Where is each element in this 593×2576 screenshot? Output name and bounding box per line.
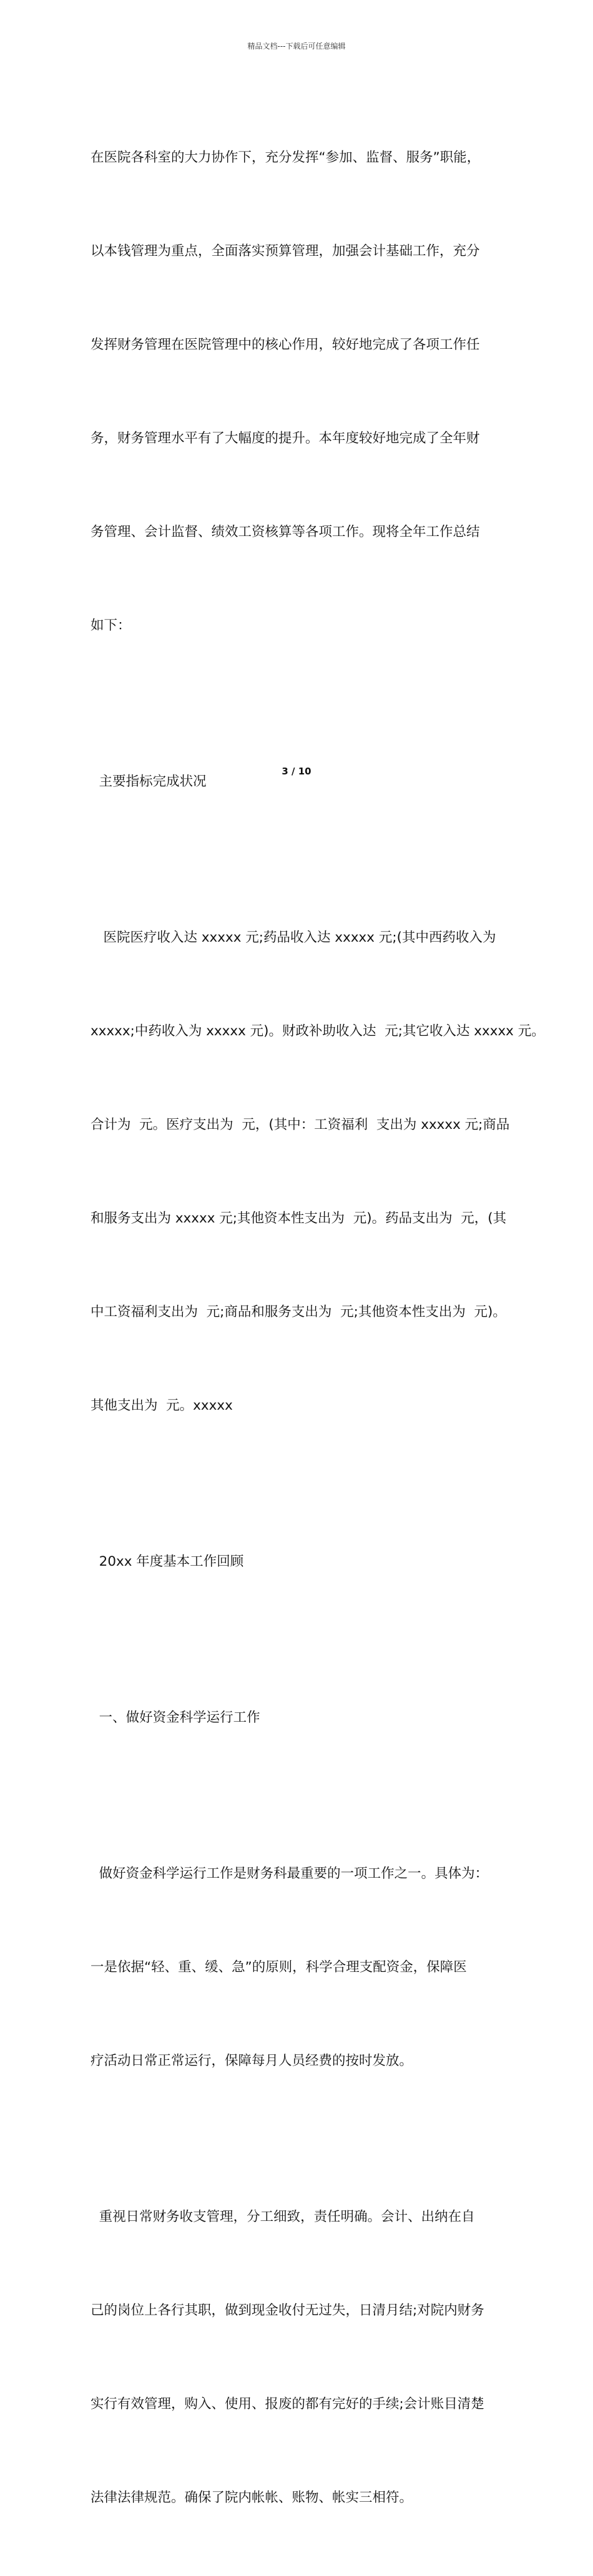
text-line: 务，财务管理水平有了大幅度的提升。本年度较好地完成了全年财: [91, 431, 480, 446]
intro-paragraph: [91, 80, 515, 704]
text-line: 在医院各科室的大力协作下，充分发挥“参加、监督、服务”职能，: [91, 150, 481, 165]
text-line: 医院医疗收入达 xxxxx 元;药品收入达 xxxxx 元;(其中西药收入为: [91, 930, 496, 945]
text-line: 重视日常财务收支管理，分工细致，责任明确。会计、出纳在自: [91, 2209, 475, 2225]
indicators-paragraph: [91, 860, 545, 1484]
text-line: 实行有效管理，购入、使用、报废的都有完好的手续;会计账目清楚: [91, 2396, 484, 2412]
text-line: 己的岗位上各行其职，做到现金收付无过失，日清月结;对院内财务: [91, 2303, 484, 2318]
text-line: 合计为 元。医疗支出为 元，(其中：工资福利 支出为 xxxxx 元;商品: [91, 1117, 510, 1133]
text-line: 做好资金科学运行工作是财务科最重要的一项工作之一。具体为：: [91, 1866, 489, 1881]
text-line: 和服务支出为 xxxxx 元;其他资本性支出为 元)。药品支出为 元，(其: [91, 1211, 507, 1226]
text-line: 其他支出为 元。xxxxx: [91, 1398, 233, 1413]
section-heading-review: [91, 1484, 515, 1640]
heading-text: 20xx 年度基本工作回顾: [91, 1554, 244, 1569]
page-number: 3 / 10: [282, 766, 311, 777]
text-line: 法律法律规范。确保了院内帐帐、账物、帐实三相符。: [91, 2490, 413, 2505]
text-line: 如下：: [91, 618, 131, 633]
page-header: 精品文档---下载后可任意编辑: [247, 42, 346, 51]
text-line: 发挥财务管理在医院管理中的核心作用，较好地完成了各项工作任: [91, 337, 480, 353]
heading-text: 一、做好资金科学运行工作: [91, 1710, 260, 1725]
funds-paragraph: [91, 1796, 515, 2139]
text-line: 疗活动日常正常运行，保障每月人员经费的按时发放。: [91, 2053, 413, 2069]
text-line: 中工资福利支出为 元;商品和服务支出为 元;其他资本性支出为 元)。: [91, 1304, 506, 1320]
heading-text: 主要指标完成状况: [91, 774, 207, 789]
section-heading-funds: [91, 1640, 515, 1796]
section-heading-indicators: [91, 704, 515, 860]
management-paragraph: [91, 2139, 515, 2576]
text-line: xxxxx;中药收入为 xxxxx 元)。财政补助收入达 元;其它收入达 xxxxx 元。: [91, 1023, 545, 1039]
text-line: 务管理、会计监督、绩效工资核算等各项工作。现将全年工作总结: [91, 524, 480, 540]
document-body: [91, 80, 545, 2576]
text-line: 以本钱管理为重点，全面落实预算管理，加强会计基础工作，充分: [91, 243, 480, 259]
text-line: 一是依据“轻、重、缓、急”的原则，科学合理支配资金，保障医: [91, 1959, 467, 1975]
